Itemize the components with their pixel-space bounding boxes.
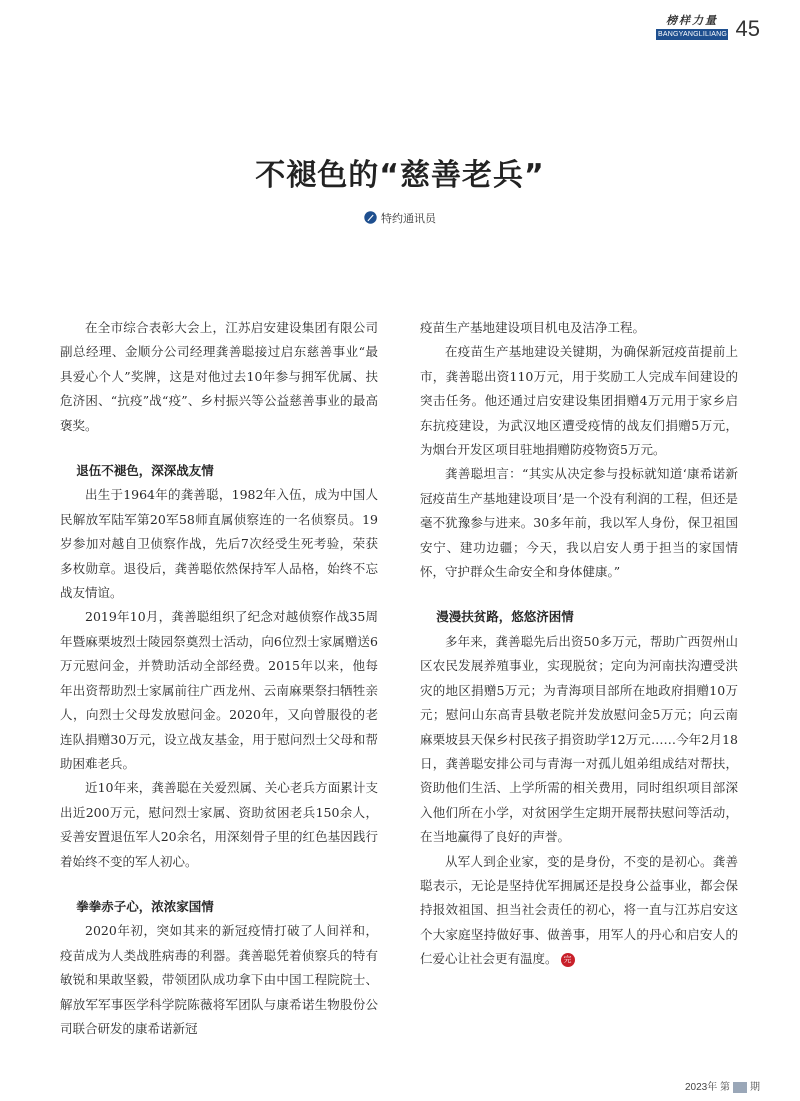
issue-footer xyxy=(685,1078,760,1093)
paragraph: 2020年初，突如其来的新冠疫情打破了人间祥和，疫苗成为人类战胜病毒的利器。龚善聪凭着侦察兵的特有敏锐和果敢坚毅，带领团队成功拿下由中国工程院院士、解放军军事医学科学院陈薇将军团队与康希诺生物股份公司联合研发的康希诺新冠 xyxy=(60,923,378,1036)
left-column xyxy=(60,316,378,1041)
paragraph: 出生于1964年的龚善聪，1982年入伍，成为中国人民解放军陆军第20军58师直属侦察连的一名侦察员。19岁参加对越自卫侦察作战，先后7次经受生死考验，荣获多枚勋章。退役后，龚善聪依然保持军人品格，始终不忘战友情谊。 xyxy=(60,487,378,601)
section-header xyxy=(656,14,728,40)
section-title: 榜样力量 xyxy=(666,14,718,27)
subheading-2: 拳拳赤子心，浓浓家国情 xyxy=(76,898,214,914)
right-column xyxy=(420,316,738,972)
section-subtitle: BANGYANGLILIANG xyxy=(658,31,728,38)
byline xyxy=(0,210,800,227)
article-title: 不褪色的“慈善老兵” xyxy=(255,158,545,193)
paragraph: 2019年10月，龚善聪组织了纪念对越侦察作战35周年暨麻栗坡烈士陵园祭奠烈士活动，向6位烈士家属赠送6万元慰问金，并赞助活动全部经费。2015年以来，他每年出资帮助烈士家属前往广西龙州、云南麻栗祭扫牺牲亲人，向烈士父母发放慰问金。2020年，又向曾服役的老连队捐赠30万元，设立战友基金，用于慰问烈士父母和帮助困难老兵。 xyxy=(60,609,378,771)
byline-text: 特约通讯员 xyxy=(381,212,436,225)
paragraph: 多年来，龚善聪先后出资50多万元，帮助广西贺州山区农民发展养殖事业，实现脱贫；定向为河南扶沟遭受洪灾的地区捐赠5万元；为青海项目部所在地政府捐赠10万元；慰问山东高青县敬老院并发放慰问金5万元；向云南麻栗坡县天保乡村民孩子捐资助学12万元……今年2月18日，龚善聪安排公司与青海一对孤儿姐弟组成结对帮扶，资助他们生活、上学所需的相关费用，同时组织项目部深入他们所在小学，对贫困学生定期开展帮扶慰问等活动，在当地赢得了良好的声誉。 xyxy=(420,633,738,845)
subheading-3: 漫漫扶贫路，悠悠济困情 xyxy=(436,609,574,625)
subheading-1: 退伍不褪色，深深战友情 xyxy=(76,463,214,479)
paragraph: 龚善聪坦言：“其实从决定参与投标就知道‘康希诺新冠疫苗生产基地建设项目’是一个没有利润的工程，但还是毫不犹豫参与进来。30多年前，我以军人身份，保卫祖国安宁、建功边疆；今天，我以启安人勇于担当的家国情怀，守护群众生命安全和身体健康。” xyxy=(420,466,738,580)
final-paragraph xyxy=(420,850,738,972)
paragraph: 近10年来，龚善聪在关爱烈属、关心老兵方面累计支出近200万元，慰问烈士家属、资助贫困老兵150余人，妥善安置退伍军人20余名，用深刻骨子里的红色基因践行着始终不变的军人初心。 xyxy=(60,780,378,869)
footer-qi: 期 xyxy=(750,1082,760,1093)
footer-di: 第 xyxy=(720,1082,730,1093)
page-number: 45 xyxy=(735,16,760,41)
intro-paragraph: 在全市综合表彰大会上，江苏启安建设集团有限公司副总经理、金顺分公司经理龚善聪接过启东慈善事业“最具爱心个人”奖牌，这是对他过去10年参与拥军优属、扶危济困、“抗疫”战“疫”、乡村振兴等公益慈善事业的最高褒奖。 xyxy=(60,320,378,433)
footer-year: 2023年 xyxy=(684,1082,718,1093)
pen-icon xyxy=(364,211,377,227)
final-paragraph-text: 从军人到企业家，变的是身份，不变的是初心。龚善聪表示，无论是坚持优军拥属还是投身公益事业，都会保持报效祖国、担当社会责任的初心，将一直与江苏启安这个大家庭坚持做好事、做善事，用军人的丹心和启安人的仁爱心让社会更有温度。 xyxy=(420,853,738,967)
end-mark-icon: 完 xyxy=(561,953,575,967)
issue-number-box xyxy=(733,1082,747,1093)
paragraph-continued: 疫苗生产基地建设项目机电及洁净工程。 xyxy=(420,320,646,335)
paragraph: 在疫苗生产基地建设关键期，为确保新冠疫苗提前上市，龚善聪出资110万元，用于奖励工人完成车间建设的突击任务。他还通过启安建设集团捐赠4万元用于家乡启东抗疫建设，为武汉地区遭受疫情的战友们捐赠5万元，为烟台开发区项目驻地捐赠防疫物资5万元。 xyxy=(420,344,738,458)
